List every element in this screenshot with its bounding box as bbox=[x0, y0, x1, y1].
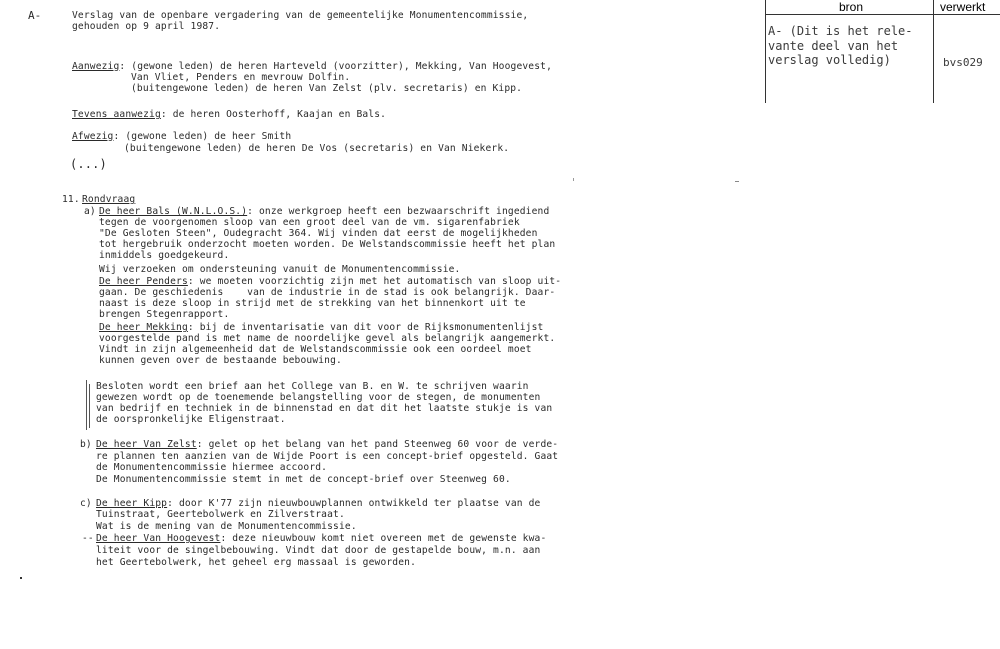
a-text: : onze werkgroep heeft een bezwaarschrift ingediend bbox=[247, 206, 550, 217]
absent-line-1 bbox=[72, 131, 291, 142]
a-line: Vindt in zijn algemeenheid dat de Welstandscommissie ook een oordeel moet bbox=[99, 344, 532, 355]
c-speaker1-line bbox=[96, 498, 540, 509]
col-verwerkt-header: verwerkt bbox=[940, 0, 986, 14]
a-line: naast is deze sloop in strijd met de strekking van het binnenkort uit te bbox=[99, 298, 526, 309]
c-text: : door K'77 zijn nieuwbouwplannen ontwikkeld ter plaatse van de bbox=[167, 498, 541, 509]
b-text: : gelet op het belang van het pand Steenweg 60 voor de verde- bbox=[196, 439, 559, 450]
c-text: : deze nieuwbouw komt niet overeen met de gewenste kwa- bbox=[220, 533, 547, 544]
b-line: De Monumentencommissie stemt in met de concept-brief over Steenweg 60. bbox=[96, 474, 511, 485]
speaker-kipp: De heer Kipp bbox=[96, 498, 168, 509]
a-line: voorgestelde pand is met name de noordelijke gevel als belangrijk aangemerkt. bbox=[99, 333, 556, 344]
c-speaker2-line bbox=[96, 533, 546, 544]
table-divider bbox=[933, 0, 934, 103]
present-label: Aanwezig bbox=[72, 61, 120, 72]
a-text: : we moeten voorzichtig zijn met het automatisch van sloop uit- bbox=[187, 276, 562, 287]
speaker-bals: De heer Bals (W.N.L.O.S.) bbox=[99, 206, 248, 217]
c-line: liteit voor de singelbebouwing. Vindt dat door de gestapelde bouw, m.n. aan bbox=[96, 545, 541, 556]
present-text: : (gewone leden) de heren Harteveld (voorzitter), Mekking, Van Hoogevest, bbox=[119, 61, 553, 72]
absent-line-2: (buitengewone leden) de heren De Vos (secretaris) en Van Niekerk. bbox=[124, 143, 510, 154]
a-line: gaan. De geschiedenis van de industrie in de stad is ook belangrijk. Daar- bbox=[99, 287, 556, 298]
b-line: re plannen ten aanzien van de Wijde Poort is een concept-brief opgesteld. Gaat bbox=[96, 451, 559, 462]
speaker-penders: De heer Penders bbox=[99, 276, 188, 287]
speaker-van-hoogevest: De heer Van Hoogevest bbox=[96, 533, 221, 544]
b-line: de Monumentencommissie hiermee accoord. bbox=[96, 462, 328, 473]
absent-text: : (gewone leden) de heer Smith bbox=[113, 131, 292, 142]
c-dash: -- bbox=[82, 533, 94, 544]
b-marker: b) bbox=[80, 439, 92, 450]
a-line: brengen Stegenrapport. bbox=[99, 309, 230, 320]
a-line: tegen de voorgenomen sloop van een groot deel van de vm. sigarenfabriek bbox=[99, 217, 520, 228]
table-border-left bbox=[765, 0, 766, 103]
decision-line: de oorspronkelijke Eligenstraat. bbox=[96, 414, 286, 425]
decision-line: gewezen wordt op de toenemende belangstelling voor de stegen, de monumenten bbox=[96, 392, 541, 403]
speck bbox=[573, 178, 574, 181]
a-line: Wij verzoeken om ondersteuning vanuit de Monumentencommissie. bbox=[99, 264, 461, 275]
header-line-2: gehouden op 9 april 1987. bbox=[72, 21, 221, 32]
margin-bracket bbox=[89, 384, 90, 428]
present-line-3: (buitengewone leden) de heren Van Zelst (plv. secretaris) en Kipp. bbox=[131, 83, 523, 94]
header-line-1: Verslag van de openbare vergadering van de gemeentelijke Monumentencommissie, bbox=[72, 10, 529, 21]
a-speaker3-line bbox=[99, 322, 543, 333]
table-note-line: A- (Dit is het rele- bbox=[768, 24, 913, 38]
present-line-1 bbox=[72, 61, 552, 72]
also-present-line bbox=[72, 109, 386, 120]
decision-line: van bedrijf en techniek in de binnenstad en dat dit het laatste stukje is van bbox=[96, 403, 553, 414]
speaker-van-zelst: De heer Van Zelst bbox=[96, 439, 197, 450]
a-line: "De Gesloten Steen", Oudegracht 364. Wij vinden dat eerst de mogelijkheden bbox=[99, 228, 538, 239]
table-code: bvs029 bbox=[943, 56, 983, 69]
source-table bbox=[765, 0, 1000, 103]
absent-label: Afwezig bbox=[72, 131, 114, 142]
c-line: Tuinstraat, Geertebolwerk en Zilverstraat. bbox=[96, 509, 345, 520]
margin-bracket bbox=[86, 380, 87, 430]
a-text: : bij de inventarisatie van dit voor de Rijksmonumentenlijst bbox=[187, 322, 544, 333]
c-line: Wat is de mening van de Monumentencommissie. bbox=[96, 521, 357, 532]
table-note-line: vante deel van het bbox=[768, 39, 899, 53]
col-bron-header: bron bbox=[839, 0, 864, 14]
speck bbox=[735, 181, 739, 182]
present-line-2: Van Vliet, Penders en mevrouw Dolfin. bbox=[131, 72, 351, 83]
also-present-label: Tevens aanwezig bbox=[72, 109, 161, 120]
c-marker: c) bbox=[80, 498, 92, 509]
also-present-text: : de heren Oosterhoff, Kaajan en Bals. bbox=[160, 109, 387, 120]
c-line: het Geertebolwerk, het geheel erg massaal is geworden. bbox=[96, 557, 416, 568]
speaker-mekking: De heer Mekking bbox=[99, 322, 188, 333]
b-speaker-line bbox=[96, 439, 558, 450]
item-title: Rondvraag bbox=[82, 194, 136, 205]
a-speaker1-line bbox=[99, 206, 549, 217]
a-line: tot hergebruik onderzocht moeten worden. De Welstandscommissie heeft het plan bbox=[99, 239, 556, 250]
a-speaker2-line bbox=[99, 276, 561, 287]
margin-mark: A- bbox=[28, 9, 42, 22]
a-marker: a) bbox=[84, 206, 96, 217]
decision-line: Besloten wordt een brief aan het College van B. en W. te schrijven waarin bbox=[96, 381, 529, 392]
item-number: 11. bbox=[62, 194, 80, 205]
table-note-line: verslag volledig) bbox=[768, 53, 891, 67]
ellipsis: (...) bbox=[70, 157, 107, 171]
speck bbox=[20, 577, 22, 579]
a-line: kunnen geven over de bestaande bebouwing. bbox=[99, 355, 342, 366]
table-header-line bbox=[765, 14, 1000, 15]
a-line: inmiddels goedgekeurd. bbox=[99, 250, 230, 261]
